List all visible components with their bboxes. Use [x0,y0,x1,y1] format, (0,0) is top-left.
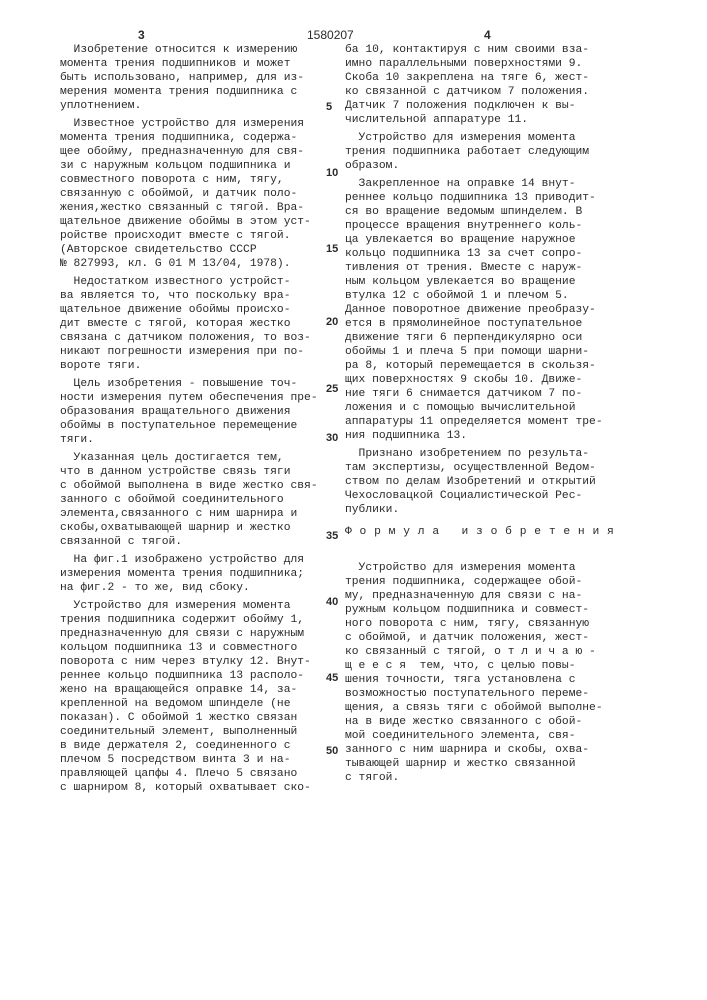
text-line: с шарниром 8, который охватывает ско- [60,781,325,795]
text-line: щ е е с я тем, что, с целью повы- [345,659,625,673]
text-line: щее обойму, предназначенную для свя- [60,145,325,159]
claims-paragraph [345,561,625,785]
text-line: кольцом подшипника 13 и совместного [60,641,325,655]
text-line: жено на вращающейся оправке 14, за- [60,683,325,697]
text-line: мой соединительного элемента, свя- [345,729,625,743]
text-line: образования вращательного движения [60,405,325,419]
text-line: № 827993, кл. G 01 M 13/04, 1978). [60,257,325,271]
text-line: ным кольцом увлекается во вращение [345,275,625,289]
text-line: кольцо подшипника 13 за счет сопро- [345,247,625,261]
text-line: на в виде жестко связанного с обой- [345,715,625,729]
text-line: втулка 12 с обоймой 1 и плечом 5. [345,289,625,303]
text-line: на фиг.2 - то же, вид сбоку. [60,581,325,595]
text-line: (Авторское свидетельство СССР [60,243,325,257]
paragraph [345,177,625,443]
paragraph [60,377,325,447]
paragraph [60,275,325,373]
text-line: ружным кольцом подшипника и совмест- [345,603,625,617]
text-line: трения подшипника работает следующим [345,145,625,159]
text-line: занного с обоймой соединительного [60,493,325,507]
text-line: показан). С обоймой 1 жестко связан [60,711,325,725]
text-line: там экспертизы, осуществленной Ведом- [345,461,625,475]
paragraph [345,131,625,173]
text-line: движение тяги 6 перпендикулярно оси [345,331,625,345]
text-line: возможностью поступательного переме- [345,687,625,701]
text-line: измерения момента трения подшипника; [60,567,325,581]
text-line: ва является то, что поскольку вра- [60,289,325,303]
text-line: момента трения подшипников и может [60,57,325,71]
text-line: элемента,связанного с ним шарнира и [60,507,325,521]
text-line: процессе вращения внутреннего коль- [345,219,625,233]
text-line: Изобретение относится к измерению [60,43,325,57]
text-line: числительной аппаратуре 11. [345,113,625,127]
page-number-right: 4 [484,28,491,42]
text-line: крепленной на ведомом шпинделе (не [60,697,325,711]
text-line: ложения и с помощью вычислительной [345,401,625,415]
text-line: момента трения подшипника, содержа- [60,131,325,145]
text-line: шения точности, тяга установлена с [345,673,625,687]
text-line: ройстве происходит вместе с тягой. [60,229,325,243]
text-line: что в данном устройстве связь тяги [60,465,325,479]
line-number: 45 [326,672,338,684]
text-line: тивления от трения. Вместе с наруж- [345,261,625,275]
text-line: зи с наружным кольцом подшипника и [60,159,325,173]
line-number: 50 [326,745,338,757]
text-line: ба 10, контактируя с ним своими вза- [345,43,625,57]
line-number: 5 [326,101,332,113]
text-line: трения подшипника, содержащее обой- [345,575,625,589]
line-number: 20 [326,316,338,328]
line-number: 15 [326,243,338,255]
text-line: Закрепленное на оправке 14 внут- [345,177,625,191]
text-line: ся во вращение ведомым шпинделем. В [345,205,625,219]
text-line: щих поверхностях 9 скобы 10. Движе- [345,373,625,387]
text-line: быть использовано, например, для из- [60,71,325,85]
paragraph [60,599,325,795]
line-number: 10 [326,167,338,179]
text-line: мерения момента трения подшипника с [60,85,325,99]
text-line: Указанная цель достигается тем, [60,451,325,465]
text-line: совместного поворота с ним, тягу, [60,173,325,187]
line-number: 35 [326,530,338,542]
text-line: связана с датчиком положения, то воз- [60,331,325,345]
text-line: Известное устройство для измерения [60,117,325,131]
text-line: обоймы в поступательное перемещение [60,419,325,433]
text-line: жения,жестко связанный с тягой. Вра- [60,201,325,215]
text-line: скобы,охватывающей шарнир и жестко [60,521,325,535]
text-line: Чехословацкой Социалистической Рес- [345,489,625,503]
text-line: с обоймой, и датчик положения, жест- [345,631,625,645]
text-line: имно параллельными поверхностями 9. [345,57,625,71]
page-number-left: 3 [138,28,145,42]
text-line: Устройство для измерения момента [60,599,325,613]
text-line: публики. [345,503,625,517]
text-line: предназначенную для связи с наружным [60,627,325,641]
text-line: Устройство для измерения момента [345,131,625,145]
text-line: реннее кольцо подшипника 13 приводит- [345,191,625,205]
paragraph [345,43,625,127]
text-line: занного с ним шарнира и скобы, охва- [345,743,625,757]
text-line: поворота с ним через втулку 12. Внут- [60,655,325,669]
text-line: ется в прямолинейное поступательное [345,317,625,331]
text-line: с обоймой выполнена в виде жестко свя- [60,479,325,493]
text-line: дит вместе с тягой, которая жестко [60,317,325,331]
text-line: правляющей цапфы 4. Плечо 5 связано [60,767,325,781]
right-column [345,43,625,789]
text-line: реннее кольцо подшипника 13 располо- [60,669,325,683]
text-line: Датчик 7 положения подключен к вы- [345,99,625,113]
text-line: соединительный элемент, выполненный [60,725,325,739]
text-line: связанную с обоймой, и датчик поло- [60,187,325,201]
paragraph [60,43,325,113]
text-line: уплотнением. [60,99,325,113]
text-line: аппаратуры 11 определяется момент тре- [345,415,625,429]
claims-heading: Ф о р м у л а и з о б р е т е н и я [345,525,625,539]
paragraph [60,117,325,271]
text-line: щательное движение обоймы в этом уст- [60,215,325,229]
text-line: трения подшипника содержит обойму 1, [60,613,325,627]
text-line: Цель изобретения - повышение точ- [60,377,325,391]
text-line: в виде держателя 2, соединенного с [60,739,325,753]
text-line: Устройство для измерения момента [345,561,625,575]
text-line: щательное движение обоймы происхо- [60,303,325,317]
text-line: Данное поворотное движение преобразу- [345,303,625,317]
text-line: ством по делам Изобретений и открытий [345,475,625,489]
text-line: ца увлекается во вращение наружное [345,233,625,247]
text-line: ко связанный с тягой, о т л и ч а ю - [345,645,625,659]
text-line: му, предназначенную для связи с на- [345,589,625,603]
line-number: 25 [326,383,338,395]
text-line: Недостатком известного устройст- [60,275,325,289]
text-line: обоймы 1 и плеча 5 при помощи шарни- [345,345,625,359]
paragraph [345,447,625,517]
line-number: 30 [326,432,338,444]
text-line: тяги. [60,433,325,447]
text-line: связанной с тягой. [60,535,325,549]
text-line: плечом 5 посредством винта 3 и на- [60,753,325,767]
text-line: с тягой. [345,771,625,785]
text-line: вороте тяги. [60,359,325,373]
text-line: ности измерения путем обеспечения пре- [60,391,325,405]
text-line: никают погрешности измерения при по- [60,345,325,359]
paragraph [60,451,325,549]
text-line: щения, а связь тяги с обоймой выполне- [345,701,625,715]
text-line: Скоба 10 закреплена на тяге 6, жест- [345,71,625,85]
left-column [60,43,325,799]
text-line: тывающей шарнир и жестко связанной [345,757,625,771]
text-line: Признано изобретением по результа- [345,447,625,461]
paragraph [60,553,325,595]
text-line: ко связанной с датчиком 7 положения. [345,85,625,99]
line-number: 40 [326,596,338,608]
text-line: ния подшипника 13. [345,429,625,443]
text-line: образом. [345,159,625,173]
text-line: ние тяги 6 снимается датчиком 7 по- [345,387,625,401]
text-line: ного поворота с ним, тягу, связанную [345,617,625,631]
text-line: На фиг.1 изображено устройство для [60,553,325,567]
patent-number: 1580207 [307,28,354,42]
text-line: ра 8, который перемещается в скользя- [345,359,625,373]
